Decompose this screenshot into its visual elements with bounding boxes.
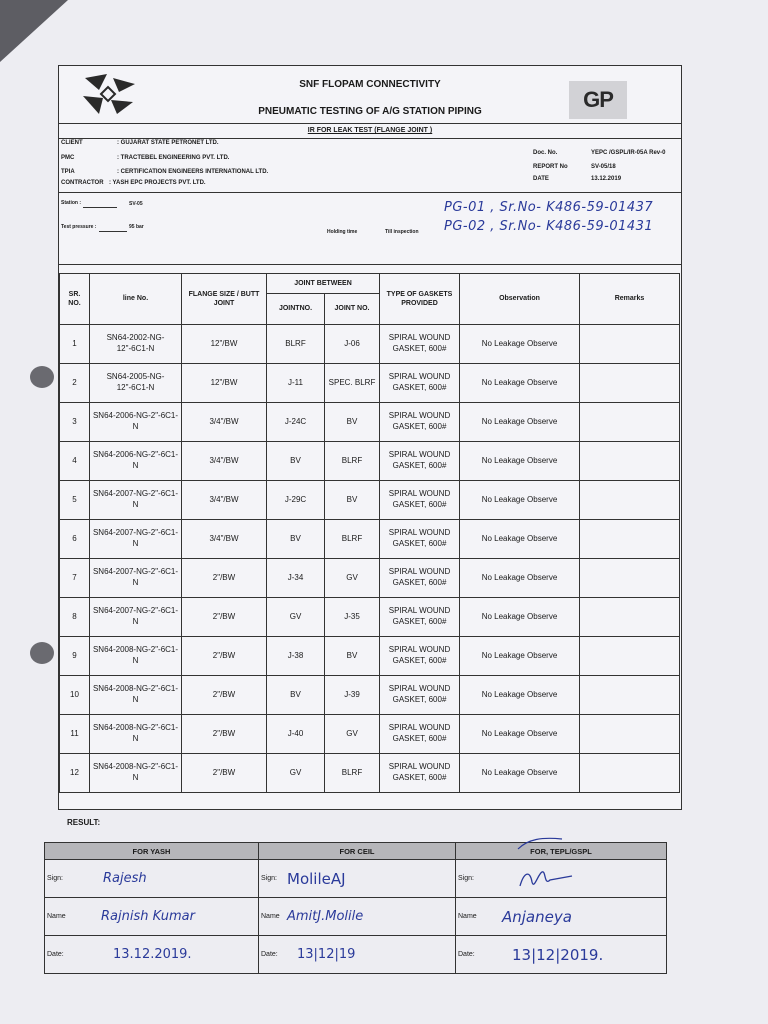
- signature-yash: Rajesh: [103, 871, 147, 886]
- table-cell: 6: [60, 520, 90, 559]
- col-observation: Observation: [460, 274, 580, 325]
- holding-time-label: Holding time: [327, 229, 358, 235]
- table-cell: SN64-2008-NG-2"-6C1-N: [90, 754, 182, 793]
- table-cell: BV: [267, 676, 325, 715]
- punch-hole: [30, 366, 54, 388]
- table-cell: BV: [267, 442, 325, 481]
- handwritten-gauge-1: PG-01 , Sr.No- K486-59-01437: [444, 200, 654, 215]
- table-cell: GV: [325, 715, 380, 754]
- col-joint-between: JOINT BETWEEN: [267, 274, 380, 294]
- table-cell: No Leakage Observe: [460, 403, 580, 442]
- col-remarks: Remarks: [580, 274, 680, 325]
- table-cell: J-24C: [267, 403, 325, 442]
- date-value: 13.12.2019: [591, 176, 622, 182]
- table-cell: SPIRAL WOUND GASKET, 600#: [380, 715, 460, 754]
- date-cell-yash: Date: 13.12.2019.: [45, 936, 259, 974]
- punch-hole: [30, 642, 54, 664]
- col-flange: FLANGE SIZE / BUTT JOINT: [182, 274, 267, 325]
- table-cell: SN64-2008-NG-2"-6C1-N: [90, 637, 182, 676]
- table-cell: SPIRAL WOUND GASKET, 600#: [380, 403, 460, 442]
- table-cell: 3/4"/BW: [182, 520, 267, 559]
- name-tepl: Anjaneya: [502, 907, 572, 926]
- table-row: [60, 403, 680, 442]
- tpia-value: : CERTIFICATION ENGINEERS INTERNATIONAL LTD.: [117, 169, 269, 175]
- table-cell: [580, 715, 680, 754]
- table-cell: 2"/BW: [182, 598, 267, 637]
- table-cell: 9: [60, 637, 90, 676]
- table-cell: 5: [60, 481, 90, 520]
- pmc-value: : TRACTEBEL ENGINEERING PVT. LTD.: [117, 155, 230, 161]
- client-logo-text: GP: [583, 87, 613, 112]
- table-cell: BLRF: [325, 520, 380, 559]
- date-tepl: 13|12|2019.: [512, 945, 604, 964]
- table-cell: J-06: [325, 325, 380, 364]
- table-cell: J-11: [267, 364, 325, 403]
- table-row: [60, 442, 680, 481]
- table-cell: [580, 325, 680, 364]
- pressure-value: 95 bar: [129, 224, 144, 230]
- report-subtitle: IR FOR LEAK TEST (FLANGE JOINT ): [307, 127, 433, 134]
- pmc-label: PMC: [61, 155, 75, 161]
- name-ceil: AmitJ.Molile: [287, 909, 364, 924]
- col-sr: SR. NO.: [60, 274, 90, 325]
- table-row: [60, 715, 680, 754]
- report-no-label: REPORT No: [533, 164, 568, 170]
- result-label: RESULT:: [67, 818, 101, 827]
- table-cell: SPIRAL WOUND GASKET, 600#: [380, 598, 460, 637]
- table-cell: SPIRAL WOUND GASKET, 600#: [380, 559, 460, 598]
- sign-cell-yash: Sign: Rajesh: [45, 860, 259, 898]
- table-cell: 2"/BW: [182, 754, 267, 793]
- table-cell: 2"/BW: [182, 637, 267, 676]
- report-no-value: SV-05/18: [591, 164, 616, 170]
- col-jointno: JOINTNO.: [267, 294, 325, 325]
- station-value: SV-05: [129, 201, 143, 207]
- strike-scribble-icon: [516, 835, 566, 855]
- table-cell: 12"/BW: [182, 325, 267, 364]
- divider: [59, 264, 681, 265]
- table-cell: SPIRAL WOUND GASKET, 600#: [380, 364, 460, 403]
- table-cell: J-38: [267, 637, 325, 676]
- table-cell: SPIRAL WOUND GASKET, 600#: [380, 637, 460, 676]
- table-cell: [580, 559, 680, 598]
- table-cell: 2: [60, 364, 90, 403]
- table-cell: [580, 364, 680, 403]
- till-inspection-label: Till inspection: [385, 229, 419, 235]
- table-cell: SN64-2005-NG-12"-6C1-N: [90, 364, 182, 403]
- date-label: DATE: [533, 176, 549, 182]
- table-cell: 4: [60, 442, 90, 481]
- table-cell: No Leakage Observe: [460, 481, 580, 520]
- table-row: [60, 676, 680, 715]
- table-cell: 1: [60, 325, 90, 364]
- name-yash: Rajnish Kumar: [101, 909, 195, 924]
- table-cell: J-34: [267, 559, 325, 598]
- table-cell: BLRF: [325, 442, 380, 481]
- table-cell: BLRF: [325, 754, 380, 793]
- table-row: [60, 559, 680, 598]
- client-value: : GUJARAT STATE PETRONET LTD.: [117, 140, 219, 146]
- name-cell-ceil: Name AmitJ.Molile: [259, 898, 456, 936]
- table-cell: 3/4"/BW: [182, 481, 267, 520]
- station-underline: [83, 207, 117, 208]
- station-label: Station :: [61, 200, 81, 206]
- signature-ceil: MolileAJ: [287, 869, 346, 888]
- table-cell: SN64-2006-NG-2"-6C1-N: [90, 442, 182, 481]
- doc-no-value: YEPC /GSPL/IR-05A Rev-0: [591, 150, 666, 156]
- table-cell: 12"/BW: [182, 364, 267, 403]
- table-row: [60, 598, 680, 637]
- table-cell: SN64-2006-NG-2"-6C1-N: [90, 403, 182, 442]
- table-cell: 8: [60, 598, 90, 637]
- name-cell-yash: Name Rajnish Kumar: [45, 898, 259, 936]
- doc-no-label: Doc. No.: [533, 150, 558, 156]
- table-row: [60, 325, 680, 364]
- table-cell: SPIRAL WOUND GASKET, 600#: [380, 442, 460, 481]
- tpia-label: TPIA: [61, 169, 75, 175]
- table-cell: [580, 520, 680, 559]
- table-cell: [580, 481, 680, 520]
- table-cell: SPIRAL WOUND GASKET, 600#: [380, 481, 460, 520]
- report-sheet: [58, 65, 682, 827]
- table-cell: SN64-2008-NG-2"-6C1-N: [90, 715, 182, 754]
- handwritten-gauge-2: PG-02 , Sr.No- K486-59-01431: [444, 219, 654, 234]
- table-cell: 2"/BW: [182, 715, 267, 754]
- table-cell: No Leakage Observe: [460, 754, 580, 793]
- contractor-label: CONTRACTOR: [61, 180, 104, 186]
- table-cell: SN64-2007-NG-2"-6C1-N: [90, 598, 182, 637]
- table-cell: SPIRAL WOUND GASKET, 600#: [380, 754, 460, 793]
- table-cell: GV: [267, 754, 325, 793]
- table-cell: BV: [325, 637, 380, 676]
- table-cell: SN64-2002-NG-12"-6C1-N: [90, 325, 182, 364]
- col-line: line No.: [90, 274, 182, 325]
- table-cell: No Leakage Observe: [460, 637, 580, 676]
- name-cell-tepl: Name Anjaneya: [456, 898, 667, 936]
- table-cell: SPIRAL WOUND GASKET, 600#: [380, 520, 460, 559]
- page-fold: [0, 0, 68, 62]
- sign-head-tepl: FOR, TEPL/GSPL: [456, 843, 667, 860]
- table-cell: [580, 403, 680, 442]
- table-cell: 10: [60, 676, 90, 715]
- table-cell: SN64-2008-NG-2"-6C1-N: [90, 676, 182, 715]
- table-cell: 3/4"/BW: [182, 442, 267, 481]
- company-title: SNF FLOPAM CONNECTIVITY: [299, 79, 441, 90]
- flange-joint-table: [59, 273, 680, 793]
- col-joint-no: JOINT NO.: [325, 294, 380, 325]
- table-cell: SPEC. BLRF: [325, 364, 380, 403]
- divider: [59, 138, 681, 139]
- table-cell: 12: [60, 754, 90, 793]
- table-cell: GV: [325, 559, 380, 598]
- pressure-underline: [99, 231, 127, 232]
- date-yash: 13.12.2019.: [113, 947, 192, 962]
- table-cell: No Leakage Observe: [460, 598, 580, 637]
- table-cell: 3: [60, 403, 90, 442]
- table-cell: SPIRAL WOUND GASKET, 600#: [380, 325, 460, 364]
- table-cell: No Leakage Observe: [460, 715, 580, 754]
- table-cell: [580, 637, 680, 676]
- signature-scribble-icon: [516, 866, 576, 892]
- date-cell-ceil: Date: 13|12|19: [259, 936, 456, 974]
- signature-table: [44, 842, 667, 974]
- table-cell: BV: [267, 520, 325, 559]
- sign-head-yash: FOR YASH: [45, 843, 259, 860]
- table-cell: 7: [60, 559, 90, 598]
- divider: [59, 192, 681, 193]
- table-cell: BV: [325, 481, 380, 520]
- table-cell: 2"/BW: [182, 559, 267, 598]
- table-cell: J-35: [325, 598, 380, 637]
- table-cell: SN64-2007-NG-2"-6C1-N: [90, 520, 182, 559]
- table-cell: J-40: [267, 715, 325, 754]
- date-ceil: 13|12|19: [297, 947, 356, 962]
- table-cell: No Leakage Observe: [460, 676, 580, 715]
- client-label: CLIENT: [61, 140, 83, 146]
- table-row: [60, 520, 680, 559]
- pressure-label: Test pressure :: [61, 224, 97, 230]
- sign-head-ceil: FOR CEIL: [259, 843, 456, 860]
- table-cell: SN64-2007-NG-2"-6C1-N: [90, 559, 182, 598]
- table-cell: J-29C: [267, 481, 325, 520]
- table-cell: SN64-2007-NG-2"-6C1-N: [90, 481, 182, 520]
- col-gasket: TYPE OF GASKETS PROVIDED: [380, 274, 460, 325]
- sign-cell-tepl: Sign:: [456, 860, 667, 898]
- table-cell: GV: [267, 598, 325, 637]
- table-row: [60, 481, 680, 520]
- table-cell: J-39: [325, 676, 380, 715]
- table-cell: [580, 442, 680, 481]
- table-row: [60, 754, 680, 793]
- table-cell: No Leakage Observe: [460, 520, 580, 559]
- table-row: [60, 364, 680, 403]
- table-cell: BLRF: [267, 325, 325, 364]
- date-cell-tepl: Date: 13|12|2019.: [456, 936, 667, 974]
- report-title: PNEUMATIC TESTING OF A/G STATION PIPING: [258, 106, 482, 117]
- table-cell: No Leakage Observe: [460, 364, 580, 403]
- table-row: [60, 637, 680, 676]
- table-cell: [580, 598, 680, 637]
- table-cell: [580, 676, 680, 715]
- table-cell: [580, 754, 680, 793]
- table-cell: No Leakage Observe: [460, 442, 580, 481]
- contractor-value: : YASH EPC PROJECTS PVT. LTD.: [109, 180, 206, 186]
- table-cell: No Leakage Observe: [460, 325, 580, 364]
- table-cell: 2"/BW: [182, 676, 267, 715]
- table-cell: SPIRAL WOUND GASKET, 600#: [380, 676, 460, 715]
- table-cell: 3/4"/BW: [182, 403, 267, 442]
- sign-cell-ceil: Sign: MolileAJ: [259, 860, 456, 898]
- table-cell: 11: [60, 715, 90, 754]
- table-cell: No Leakage Observe: [460, 559, 580, 598]
- divider: [59, 123, 681, 124]
- table-cell: BV: [325, 403, 380, 442]
